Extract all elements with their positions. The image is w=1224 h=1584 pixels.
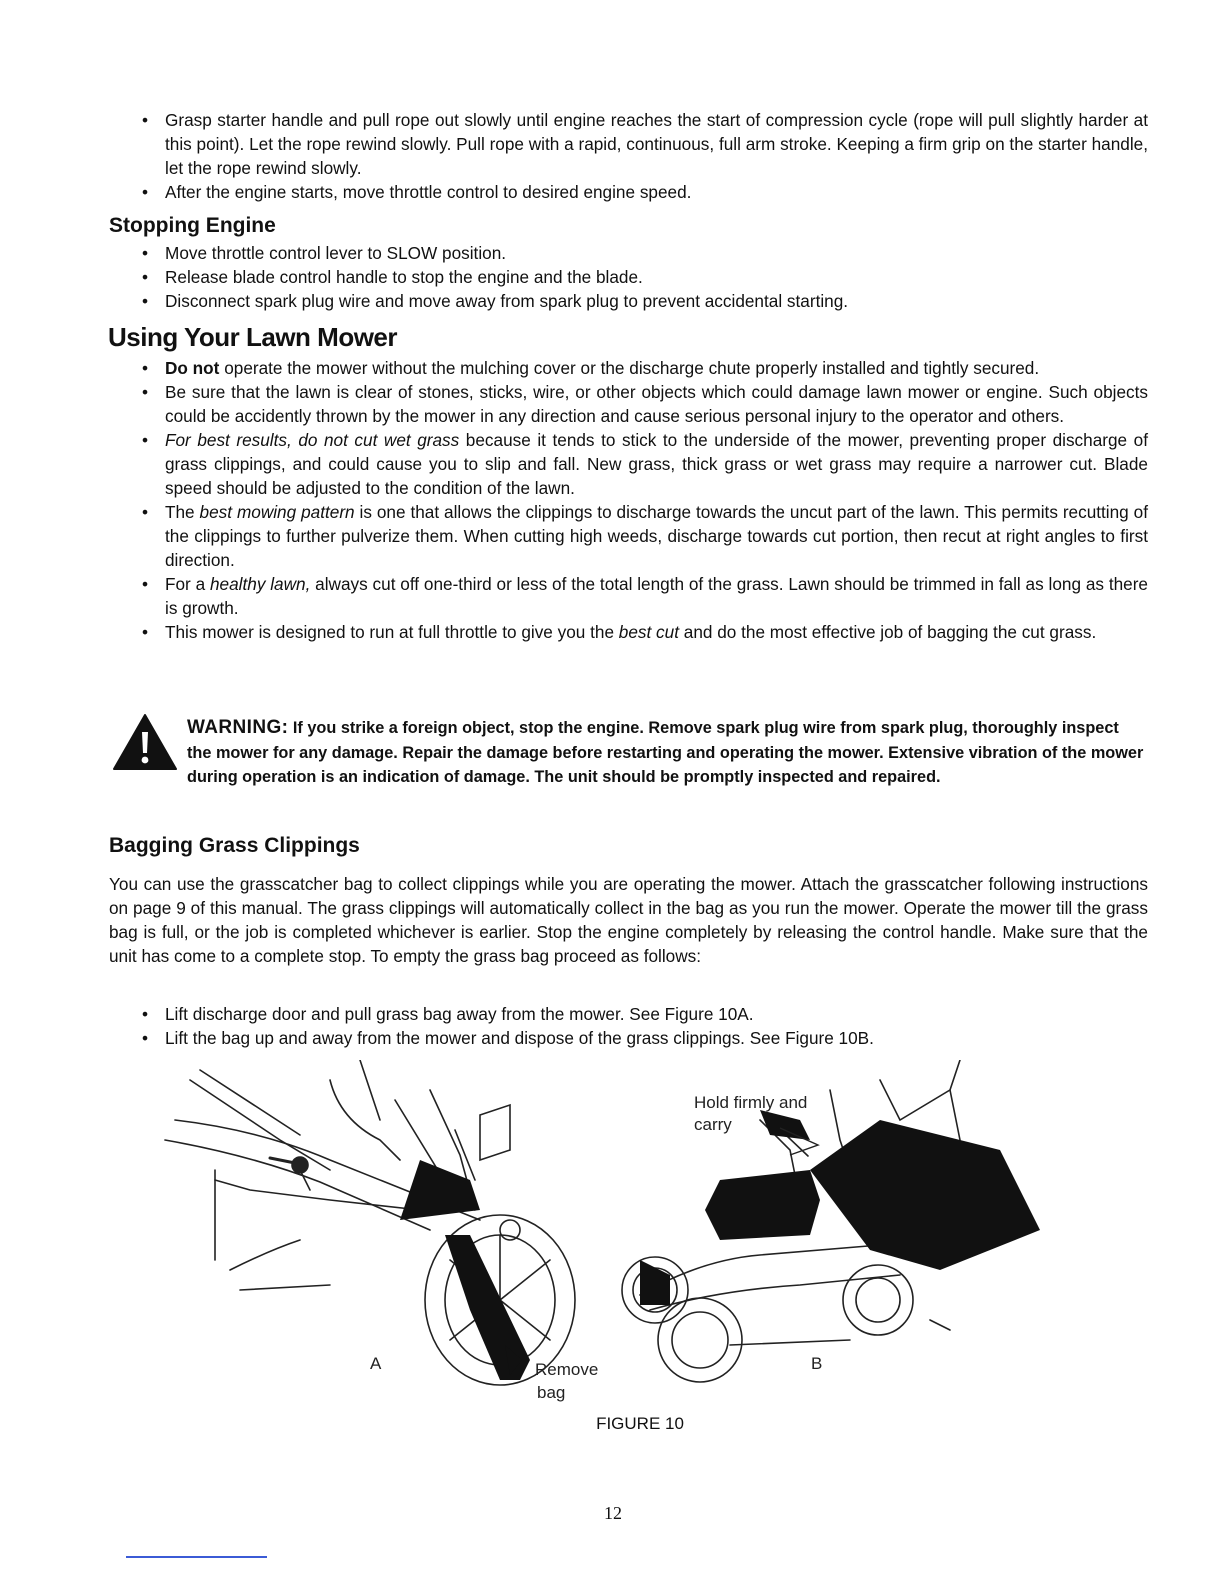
mower-engine-shape — [705, 1170, 820, 1240]
hold-firmly-label-line2: carry — [694, 1115, 732, 1134]
list-item: • Lift discharge door and pull grass bag away from the mower. See Figure 10A. — [142, 1004, 754, 1024]
bullet-icon: • — [142, 1004, 149, 1024]
bullet-icon: • — [142, 502, 149, 522]
list-item: • The best mowing pattern is one that allows the clippings to discharge towards the uncut part of the lawn. This permits recutting of the clippings to further pulverize them. When cutting high weeds, discharge towards cut portion, then recut at right angles to first direction. — [142, 502, 1148, 570]
list-item: • For best results, do not cut wet grass because it tends to stick to the underside of the mower, preventing proper discharge of grass clippings, and could cause you to slip and fall. New grass, thick grass or wet grass may require a narrower cut. Blade speed should be adjusted to the condition of the lawn. — [142, 430, 1148, 498]
bagging-heading: Bagging Grass Clippings — [109, 834, 360, 857]
bullet-icon: • — [142, 1028, 149, 1048]
grass-bag-shape — [400, 1160, 480, 1220]
hold-firmly-label: Hold firmly and — [694, 1093, 808, 1112]
list-item: • For a healthy lawn, always cut off one-third or less of the total length of the grass. Lawn should be trimmed in fall as long as there is growth. — [142, 574, 1148, 618]
warning-text: If you strike a foreign object, stop the engine. Remove spark plug wire from spark plug, thoroughly inspect the mower for any damage. Repair the damage before restarting and operating the mower. Extensive vibration of the mower during operation is an indication of damage. The unit should be promptly inspected and repaired. — [187, 719, 1144, 786]
bagging-paragraph: You can use the grasscatcher bag to collect clippings while you are operating the mower. Attach the grasscatcher following instructions on page 9 of this manual. The grass clippings will automatically collect in the bag as you run the mower. Operate the mower till the grass bag is full, or the job is completed whichever is earlier. Stop the engine completely by releasing the control handle. Make sure that the unit has come to a complete stop. To empty the grass bag proceed as follows: — [109, 874, 1148, 966]
list-item: • After the engine starts, move throttle control to desired engine speed. — [142, 182, 692, 202]
warning-label: WARNING: — [187, 717, 289, 738]
using-lawn-mower-heading: Using Your Lawn Mower — [108, 322, 398, 352]
list-item: • Be sure that the lawn is clear of stones, sticks, wire, or other objects which could damage lawn mower or engine. Such objects could be accidently thrown by the mower in any direction and cause serious personal injury to the operator and others. — [142, 382, 1148, 426]
bullet-icon: • — [142, 358, 149, 378]
list-item: • Do not operate the mower without the mulching cover or the discharge chute properly installed and tightly secured. — [142, 358, 1040, 378]
starting-steps-list — [140, 108, 1148, 204]
stopping-engine-heading: Stopping Engine — [109, 214, 276, 237]
bullet-icon: • — [142, 622, 149, 642]
figure-label-a: A — [370, 1354, 382, 1373]
remove-bag-label-line2: bag — [537, 1383, 566, 1402]
remove-bag-label: Remove — [535, 1360, 599, 1379]
bullet-icon: • — [142, 182, 149, 202]
bagging-steps-list — [140, 1002, 1148, 1050]
footer-divider — [126, 1556, 267, 1558]
warning-notice — [187, 716, 1147, 790]
bullet-icon: • — [142, 267, 149, 287]
figure-caption: FIGURE 10 — [596, 1414, 684, 1433]
bag-handle-shape — [760, 1110, 810, 1140]
wheel-hub-shape — [640, 1260, 670, 1305]
list-item: • Disconnect spark plug wire and move away from spark plug to prevent accidental starting. — [142, 291, 849, 311]
bullet-icon: • — [142, 291, 149, 311]
bullet-icon: • — [142, 243, 149, 263]
figure-10-illustration — [0, 1060, 1224, 1410]
warning-triangle-icon — [112, 712, 178, 772]
bullet-icon: • — [142, 430, 149, 450]
list-item: • Release blade control handle to stop the engine and the blade. — [142, 267, 643, 287]
list-item: • Grasp starter handle and pull rope out slowly until engine reaches the start of compression cycle (rope will pull slightly harder at this point). Let the rope rewind slowly. Pull rope with a rapid, continuous, full arm stroke. Keeping a firm grip on the starter handle, let the rope rewind slowly. — [142, 110, 1148, 178]
stopping-engine-list — [140, 241, 1148, 313]
list-item: • Move throttle control lever to SLOW position. — [142, 243, 507, 263]
bullet-icon: • — [142, 574, 149, 594]
list-item: • This mower is designed to run at full throttle to give you the best cut and do the most effective job of bagging the cut grass. — [142, 622, 1097, 642]
bullet-icon: • — [142, 382, 149, 402]
figure-label-b: B — [811, 1354, 823, 1373]
bullet-icon: • — [142, 110, 149, 130]
list-item: • Lift the bag up and away from the mower and dispose of the grass clippings. See Figure 10B. — [142, 1028, 874, 1048]
using-lawn-mower-list — [140, 356, 1148, 644]
page-number: 12 — [604, 1503, 622, 1523]
